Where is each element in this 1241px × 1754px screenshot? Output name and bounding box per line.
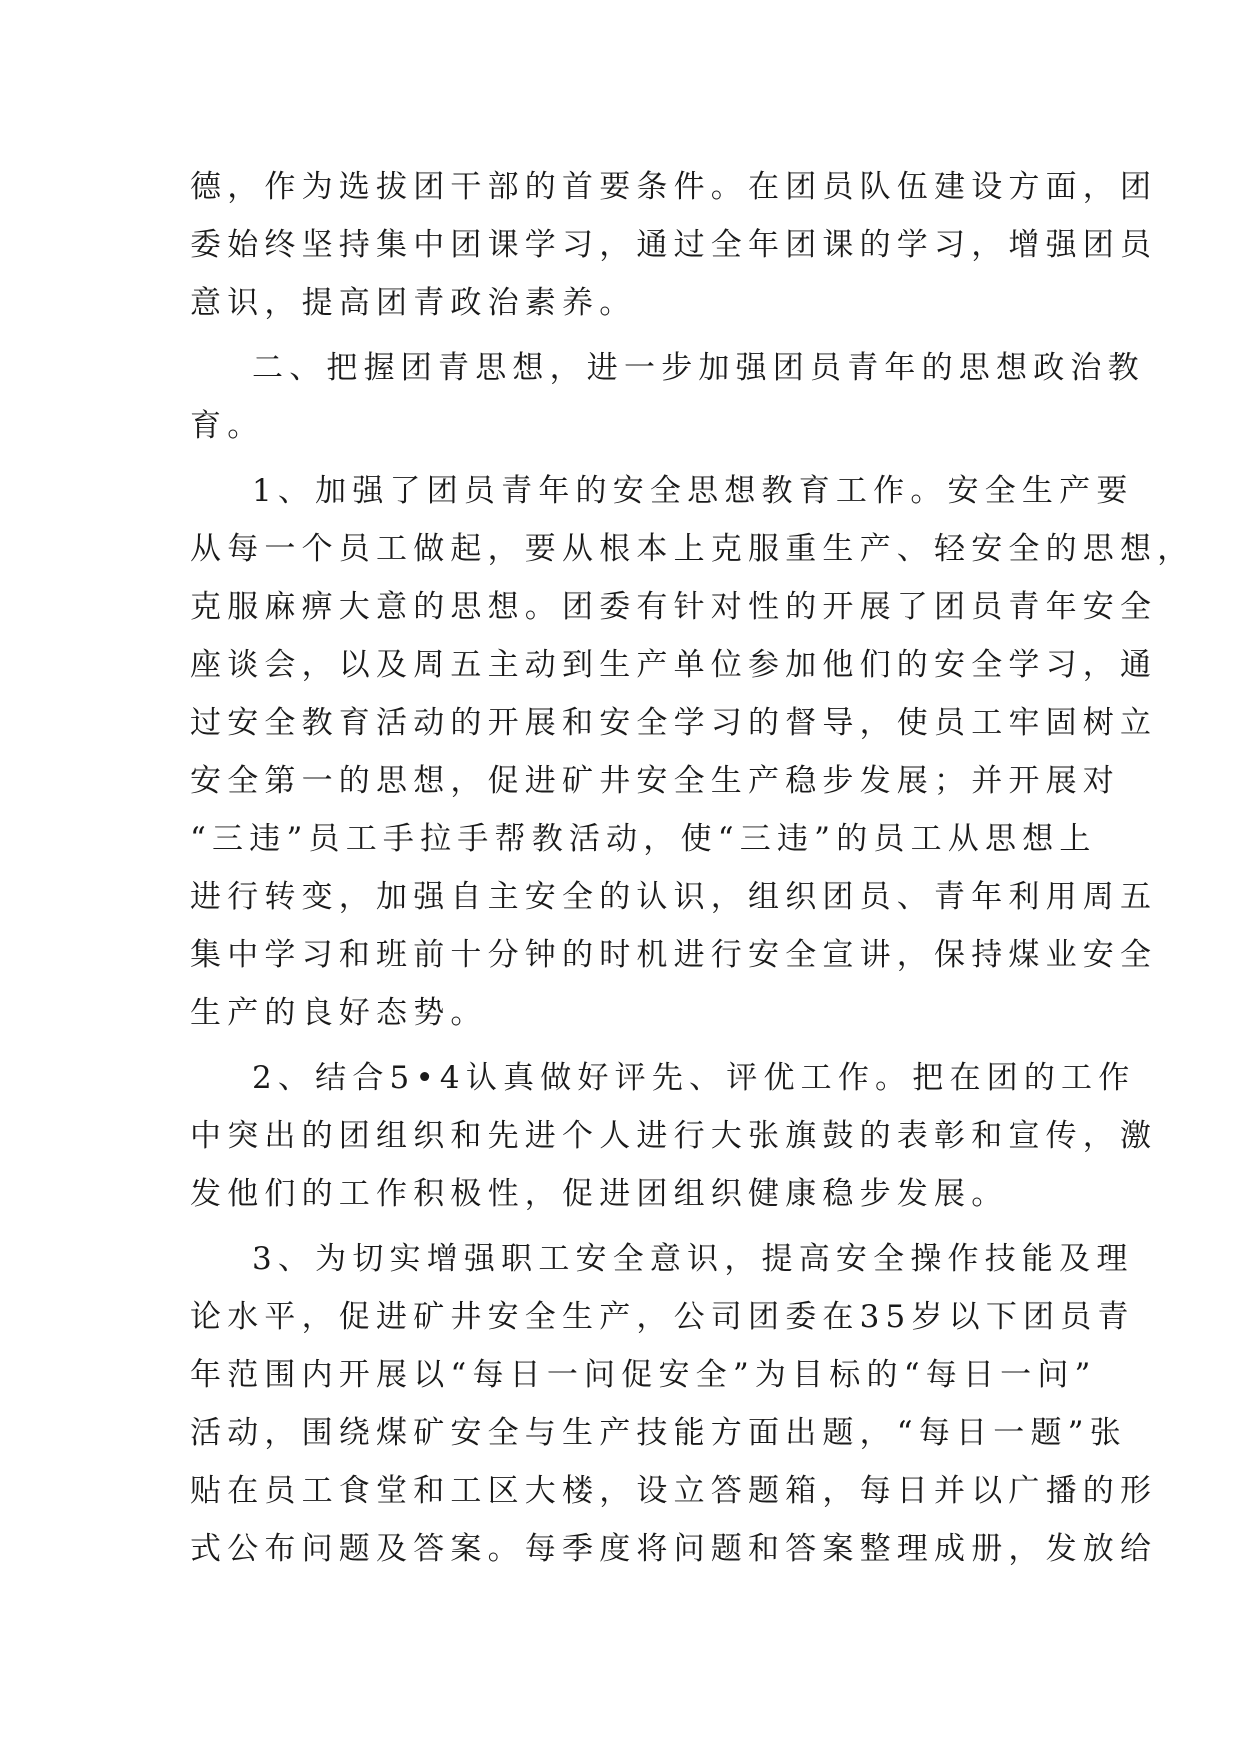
text-line: 式公布问题及答案。每季度将问题和答案整理成册，发放给 (190, 1531, 1158, 1567)
text-line: 活动，围绕煤矿安全与生产技能方面出题，“每日一题”张 (190, 1415, 1127, 1451)
text-line: 过安全教育活动的开展和安全学习的督导，使员工牢固树立 (190, 705, 1158, 741)
document-body (190, 158, 1195, 1578)
paragraph-gap (190, 1042, 1058, 1049)
text-line: 年范围内开展以“每日一问促安全”为目标的“每日一问” (190, 1357, 1097, 1393)
text-line: 安全第一的思想，促进矿井安全生产稳步发展；并开展对 (190, 763, 1120, 799)
paragraph-gap (190, 455, 1058, 462)
text-line: 论水平，促进矿井安全生产，公司团委在35岁以下团员青 (190, 1299, 1135, 1335)
text-line: 进行转变，加强自主安全的认识，组织团员、青年利用周五 (190, 879, 1158, 915)
text-line: “三违”员工手拉手帮教活动，使“三违”的员工从思想上 (190, 821, 1097, 857)
section-heading-line: 二、把握团青思想，进一步加强团员青年的思想政治教 (252, 350, 1145, 386)
text-line: 从每一个员工做起，要从根本上克服重生产、轻安全的思想， (190, 531, 1195, 567)
text-line: 集中学习和班前十分钟的时机进行安全宣讲，保持煤业安全 (190, 937, 1158, 973)
text-line: 2、结合5•4认真做好评先、评优工作。把在团的工作 (252, 1060, 1136, 1096)
paragraph-gap (190, 1223, 1058, 1230)
text-line: 1、加强了团员青年的安全思想教育工作。安全生产要 (252, 473, 1134, 509)
text-line: 贴在员工食堂和工区大楼，设立答题箱，每日并以广播的形 (190, 1473, 1158, 1509)
text-line: 意识，提高团青政治素养。 (190, 285, 637, 321)
text-line: 德，作为选拔团干部的首要条件。在团员队伍建设方面，团 (190, 169, 1158, 205)
text-line: 3、为切实增强职工安全意识，提高安全操作技能及理 (252, 1241, 1134, 1277)
paragraph-gap (190, 332, 1058, 339)
text-line: 发他们的工作积极性，促进团组织健康稳步发展。 (190, 1176, 1009, 1212)
text-line: 座谈会，以及周五主动到生产单位参加他们的安全学习，通 (190, 647, 1158, 683)
text-line: 中突出的团组织和先进个人进行大张旗鼓的表彰和宣传，激 (190, 1118, 1158, 1154)
text-line: 委始终坚持集中团课学习，通过全年团课的学习，增强团员 (190, 227, 1158, 263)
text-line: 生产的良好态势。 (190, 995, 488, 1031)
text-line: 克服麻痹大意的思想。团委有针对性的开展了团员青年安全 (190, 589, 1158, 625)
section-heading-line: 育。 (190, 408, 265, 444)
